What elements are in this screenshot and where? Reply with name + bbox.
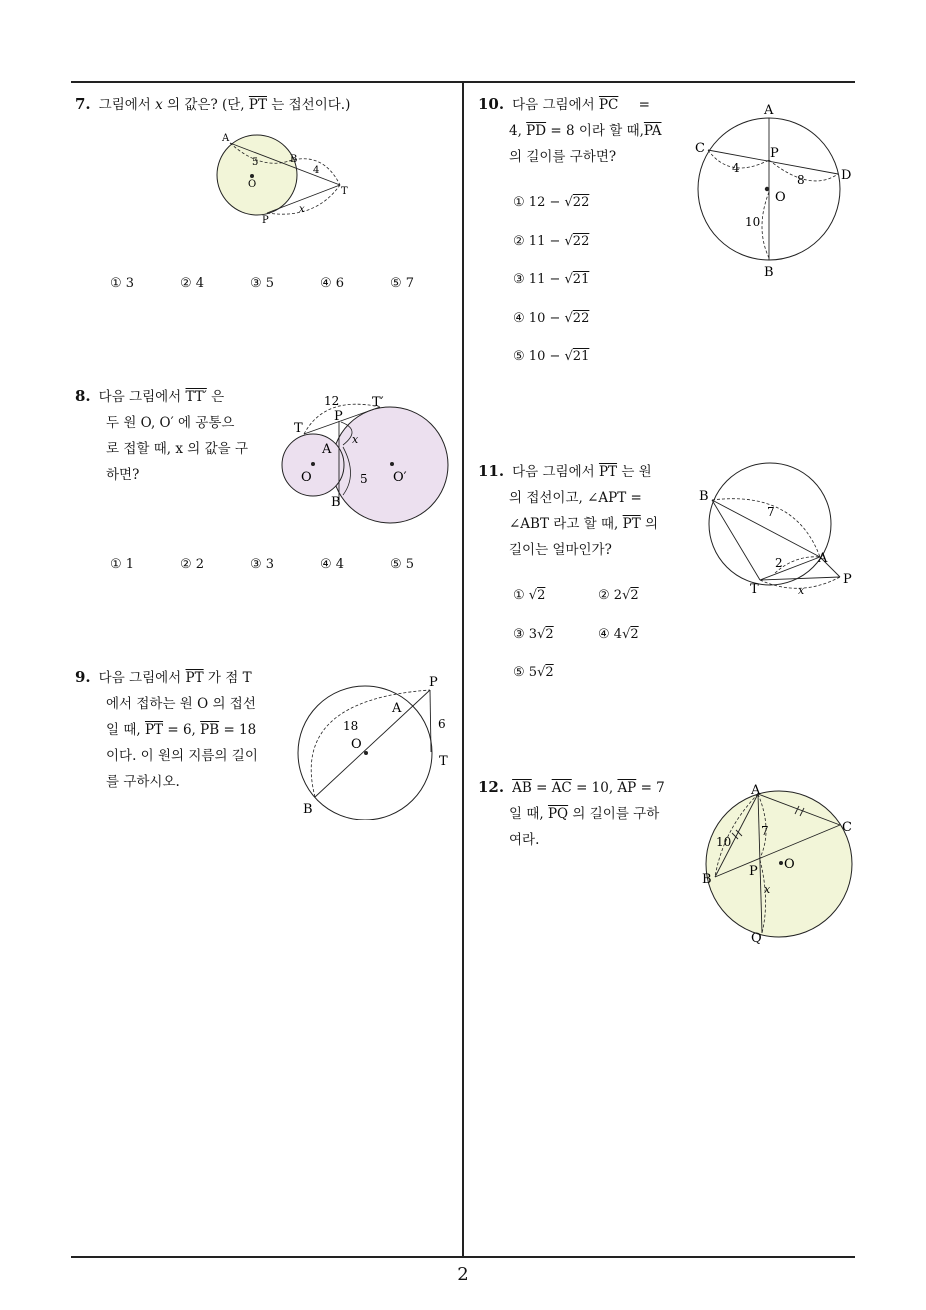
svg-text:7: 7 <box>761 824 769 838</box>
svg-text:B: B <box>303 802 313 817</box>
question-12: 12. $\overline{AB} = \overline{AC} = 10$, $\overline{AP} = 7$ 일 때, $\overline{PQ}$ 의 길이를 구하 여라. <box>478 778 665 848</box>
svg-text:x: x <box>352 433 359 446</box>
question-12-figure <box>698 780 863 950</box>
question-9-figure <box>295 670 465 820</box>
svg-text:A: A <box>751 783 761 798</box>
svg-text:Q: Q <box>751 931 762 946</box>
q10-option-1[interactable]: ① 12 − √22 <box>513 195 590 210</box>
q7-option-5[interactable]: ⑤ 7 <box>390 276 415 291</box>
svg-text:A: A <box>322 442 332 457</box>
svg-text:O: O <box>784 857 795 872</box>
q7-option-2[interactable]: ② 4 <box>180 276 205 291</box>
circle-o <box>706 791 852 937</box>
q10-option-5[interactable]: ⑤ 10 − √21 <box>513 349 590 364</box>
q11-option-3[interactable]: ③ 3√2 <box>513 627 554 642</box>
q11-option-1[interactable]: ① √2 <box>513 588 546 603</box>
svg-text:O: O <box>248 179 257 190</box>
svg-text:A: A <box>818 551 828 566</box>
q10-option-3[interactable]: ③ 11 − √21 <box>513 272 590 287</box>
circle <box>709 463 831 585</box>
svg-text:P: P <box>749 864 758 879</box>
svg-text:P: P <box>770 146 779 161</box>
svg-text:B: B <box>699 489 709 504</box>
q7-option-3[interactable]: ③ 5 <box>250 276 275 291</box>
q8-option-3[interactable]: ③ 3 <box>250 557 275 572</box>
svg-text:O: O <box>301 470 312 485</box>
svg-text:O: O <box>775 190 786 205</box>
svg-text:x: x <box>299 204 305 215</box>
question-11: 11. 다음 그림에서 $\overline{PT}$ 는 원 의 접선이고, ∠APT = ∠ABT 라고 할 때, $\overline{PT}$ 의 길이는 얼마인가? <box>478 462 659 558</box>
svg-text:T: T <box>294 421 303 436</box>
q8-option-1[interactable]: ① 1 <box>110 557 135 572</box>
q8-option-5[interactable]: ⑤ 5 <box>390 557 415 572</box>
question-10-figure <box>690 98 860 283</box>
svg-text:B: B <box>290 154 298 165</box>
svg-text:2: 2 <box>775 556 783 570</box>
page-number: 2 <box>457 1264 469 1285</box>
svg-text:18: 18 <box>343 719 359 733</box>
svg-text:O′: O′ <box>393 470 407 485</box>
q8-option-2[interactable]: ② 2 <box>180 557 205 572</box>
svg-text:P: P <box>843 572 852 587</box>
question-7-figure <box>205 125 360 230</box>
question-number: 7. <box>75 95 91 113</box>
q11-option-5[interactable]: ⑤ 5√2 <box>513 665 554 680</box>
svg-text:B: B <box>702 872 712 887</box>
svg-text:12: 12 <box>324 394 340 408</box>
q11-option-2[interactable]: ② 2√2 <box>598 588 639 603</box>
svg-text:4: 4 <box>313 165 320 176</box>
svg-text:O: O <box>351 737 362 752</box>
svg-text:D: D <box>841 168 852 183</box>
svg-text:x: x <box>798 584 805 597</box>
svg-text:P: P <box>334 409 343 424</box>
svg-text:T: T <box>341 186 348 197</box>
svg-text:6: 6 <box>438 717 446 731</box>
svg-text:P: P <box>262 215 269 226</box>
q7-option-1[interactable]: ① 3 <box>110 276 135 291</box>
svg-text:B: B <box>764 265 774 280</box>
svg-text:T: T <box>439 754 448 769</box>
svg-text:T′: T′ <box>372 395 384 410</box>
circle-o <box>217 135 297 215</box>
question-9: 9. 다음 그림에서 $\overline{PT}$ 가 점 T 에서 접하는 원 O 의 접선 일 때, $\overline{PT} = 6$, $\overline{PB} = 18$ 이다. 이 원의 지름의 길이 를 구하시오. <box>75 668 258 790</box>
question-8: 8. 다음 그림에서 TT′ 은 두 원 O, O′ 에 공통으 로 접할 때, x 의 값을 구 하면? <box>75 387 248 483</box>
svg-text:A: A <box>764 103 774 118</box>
svg-text:C: C <box>695 141 705 156</box>
question-8-figure <box>280 390 455 525</box>
question-10: 10. 다음 그림에서 $\overline{PC}$ = 4, $\overline{PD} = 8$ 이라 할 때$,\overline{PA}$ 의 길이를 구하면? <box>478 95 662 165</box>
q8-option-4[interactable]: ④ 4 <box>320 557 345 572</box>
svg-text:x: x <box>764 883 771 896</box>
svg-text:A: A <box>222 133 230 144</box>
svg-text:P: P <box>429 675 438 690</box>
q10-option-2[interactable]: ② 11 − √22 <box>513 234 590 249</box>
svg-text:4: 4 <box>732 161 740 175</box>
question-7: 7. 그림에서 x 의 값은? (단, $\overline{PT}$ 는 접선이다.) <box>75 95 351 113</box>
svg-text:T: T <box>750 582 759 597</box>
svg-text:5: 5 <box>252 157 259 168</box>
svg-text:A: A <box>392 701 402 716</box>
q10-option-4[interactable]: ④ 10 − √22 <box>513 311 590 326</box>
question-11-figure <box>695 460 860 600</box>
svg-text:8: 8 <box>797 173 805 187</box>
svg-text:B: B <box>331 495 341 510</box>
svg-text:7: 7 <box>767 505 775 519</box>
svg-text:5: 5 <box>360 472 368 486</box>
q11-option-4[interactable]: ④ 4√2 <box>598 627 639 642</box>
svg-text:10: 10 <box>745 215 761 229</box>
q7-option-4[interactable]: ④ 6 <box>320 276 345 291</box>
svg-text:C: C <box>842 820 852 835</box>
svg-text:10: 10 <box>716 835 732 849</box>
